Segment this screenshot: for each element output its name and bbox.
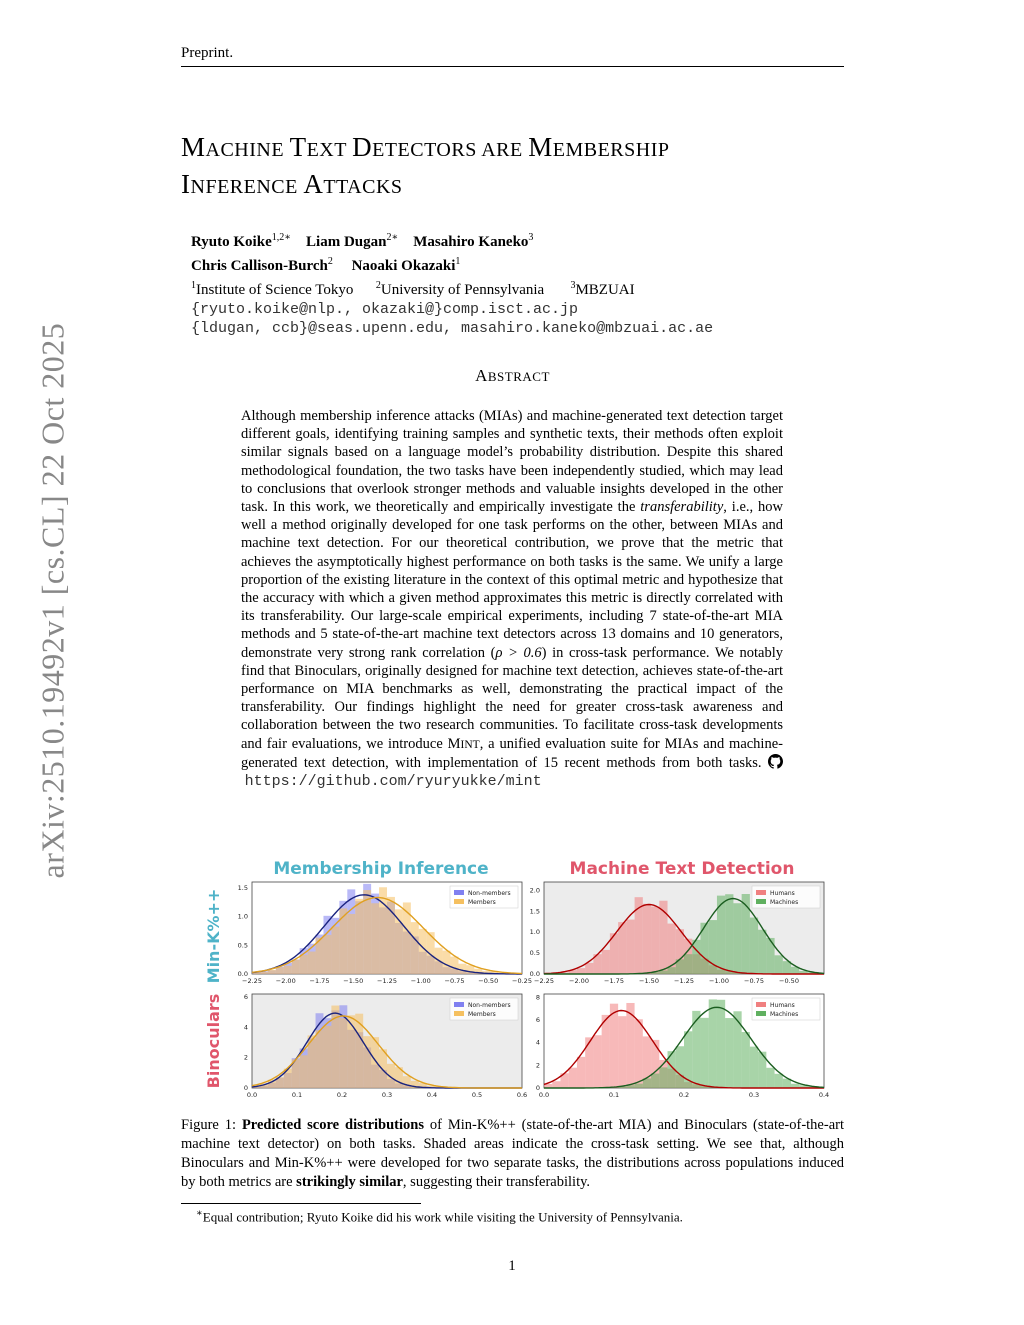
histogram-bar [626, 920, 634, 974]
y-tick-label: 0 [535, 1084, 540, 1092]
y-tick-label: 8 [535, 993, 540, 1002]
histogram-bar [692, 940, 700, 974]
histogram-bar [733, 903, 741, 974]
histogram-bar [387, 1064, 395, 1088]
author-row-1: Ryuto Koike$^{1,2∗}$ Liam Dugan$^{2∗}$ Masahiro Kaneko$^3$ [191, 232, 534, 250]
histogram-panel [244, 993, 527, 1099]
legend-label: Machines [770, 899, 799, 906]
histogram-bar [733, 1011, 741, 1088]
histogram-bar [339, 1018, 347, 1088]
histogram-bar [260, 972, 268, 974]
legend-swatch [756, 1011, 766, 1016]
x-tick-label: −1.75 [604, 977, 624, 985]
histogram-bar [451, 957, 459, 974]
histogram-bar [411, 922, 419, 974]
histogram-bar [717, 1000, 725, 1088]
x-tick-label: 0.2 [336, 1091, 348, 1099]
histogram-bar [458, 964, 466, 974]
histogram-bar [643, 904, 651, 974]
histogram-bar [775, 1074, 783, 1088]
histogram-bar [577, 1057, 585, 1088]
x-tick-label: 0.2 [678, 1091, 690, 1099]
x-tick-label: −0.75 [744, 977, 764, 985]
histogram-panel [530, 882, 824, 985]
abstract-body: Although membership inference attacks (MIAs) and machine-generated text detection target different goals, identifying training samples and synthetic texts, their methods often exploit similar signals based on a language model’s probability distribution. Despite this shared methodological foundation, the two tasks have been independently studied, which may lead to conclusions that overlook stronger methods and valuable insights developed in the other task. In this work, we theoretically and empirically investigate the transferability, i.e., how well a method originally developed for one task performs on the other, between MIAs and machine text detection. For our theoretical contribution, we prove that the metric that achieves the asymptotically highest performance on both tasks is the same. We unify a large proportion of the existing literature in the context of this optimal metric and hypothesize that the accuracy with which a given method approximates this metric is directly correlated with its transferability. Our large-scale empirical experiments, including 7 state-of-the-art MIA methods and 5 state-of-the-art machine text detectors across 13 domains and 10 generators, demonstrate very strong rank correlation (ρ > 0.6) in cross-task performance. We notably find that Binoculars, originally designed for machine text detection, achieves state-of-the-art performance on MIA benchmarks as well, demonstrating the practical impact of the transferability. Our findings highlight the need for greater cross-task awareness and collaboration between the two research communities. To facilitate cross-task developments and fair evaluations, we introduce MINT, a unified evaluation suite for MIAs and machine-generated text detection, with implementation of 15 recent methods from both tasks. https://github.com/ryuryukke/mint [241, 408, 784, 791]
title-line-2: INFERENCE ATTACKS [181, 169, 403, 199]
y-tick-label: 0.5 [237, 941, 248, 950]
y-tick-label: 1.5 [237, 883, 248, 892]
affiliations: $^1$Institute of Science Tokyo $^2$University of Pennsylvania $^3$MBZUAI [191, 280, 635, 298]
footnote: ∗Equal contribution; Ryuto Koike did his work while visiting the University of Pennsylvania. [196, 1208, 683, 1225]
y-tick-label: 6 [243, 993, 248, 1002]
x-tick-label: 0.5 [471, 1091, 483, 1099]
author-name: Masahiro Kaneko [413, 234, 529, 250]
histogram-bar [775, 955, 783, 974]
histogram-bar [602, 1015, 610, 1088]
author-block [191, 228, 713, 338]
running-header: Preprint. [181, 45, 234, 61]
histogram-bar [750, 918, 758, 974]
histogram-bar [363, 890, 371, 974]
author-row-2: Chris Callison-Burch$^2$ Naoaki Okazaki$^1$ [191, 256, 461, 274]
histogram-bar [292, 960, 300, 974]
x-tick-label: 0.0 [538, 1091, 550, 1099]
x-tick-label: −0.25 [512, 977, 532, 985]
y-tick-label: 1.0 [237, 912, 248, 921]
histogram-bar [355, 899, 363, 974]
histogram-bar [419, 929, 427, 974]
histogram-bar [316, 1030, 324, 1088]
histogram-bar [569, 1068, 577, 1088]
histogram-bar [371, 903, 379, 974]
histogram-bar [585, 1037, 593, 1088]
email-line-1[interactable]: {ryuto.koike@nlp., okazaki@}comp.isct.ac.jp [191, 301, 579, 318]
histogram-bar [725, 1018, 733, 1088]
legend-label: Humans [770, 1002, 795, 1009]
legend-swatch [454, 1011, 464, 1016]
x-tick-label: −2.00 [275, 977, 296, 985]
histogram-bar [323, 935, 331, 974]
paper-title [181, 130, 844, 204]
x-tick-label: −0.75 [444, 977, 465, 985]
histogram-bar [577, 968, 585, 974]
x-tick-label: −0.50 [779, 977, 799, 985]
email-line-2[interactable]: {ldugan, ccb}@seas.upenn.edu, masahiro.kaneko@mbzuai.ac.ae [191, 320, 714, 337]
legend-label: Non-members [468, 1002, 511, 1009]
histogram-bar [651, 907, 659, 974]
x-tick-label: 0.3 [381, 1091, 393, 1099]
x-tick-label: −1.00 [709, 977, 729, 985]
x-tick-label: 0.0 [246, 1091, 258, 1099]
histogram-bar [668, 967, 676, 974]
mtd-title: Machine Text Detection [569, 859, 795, 879]
abstract-heading: ABSTRACT [475, 366, 550, 385]
histogram-bar [709, 999, 717, 1088]
x-tick-label: −2.00 [569, 977, 589, 985]
x-tick-label: −0.50 [478, 977, 499, 985]
y-tick-label: 0.5 [529, 949, 540, 958]
histogram-bar [684, 954, 692, 974]
histogram-bar [750, 1047, 758, 1088]
histogram-bar [552, 1081, 560, 1088]
histogram-bar [659, 1067, 667, 1088]
author-name: Liam Dugan [306, 234, 387, 250]
y-tick-label: 2.0 [529, 886, 540, 895]
histogram-bar [443, 951, 451, 974]
row-label-mink: Min-K%++ [204, 888, 223, 984]
histogram-bar [635, 1084, 643, 1088]
histogram-bar [635, 1019, 643, 1088]
histogram-bar [692, 1011, 700, 1088]
x-tick-label: −1.00 [410, 977, 431, 985]
histogram-bar [742, 1032, 750, 1088]
histogram-bar [676, 1046, 684, 1088]
histogram-bar [766, 1068, 774, 1088]
x-tick-label: −1.75 [309, 977, 330, 985]
histogram-bar [403, 902, 411, 974]
histogram-bar [602, 950, 610, 974]
histogram-bar [758, 930, 766, 974]
histogram-bar [585, 963, 593, 974]
y-tick-label: 6 [535, 1016, 540, 1025]
x-tick-label: 0.6 [516, 1091, 528, 1099]
legend-swatch [756, 890, 766, 895]
row-label-binoculars: Binoculars [204, 993, 223, 1089]
author-name: Chris Callison-Burch [191, 258, 328, 274]
header-rule [181, 66, 844, 67]
histogram-bar [300, 955, 308, 974]
legend-label: Members [468, 1011, 496, 1018]
legend-label: Non-members [468, 890, 511, 897]
legend-label: Machines [770, 1011, 799, 1018]
author-name: Naoaki Okazaki [351, 258, 456, 274]
histogram-bar [700, 1018, 708, 1088]
x-tick-label: −2.25 [534, 977, 554, 985]
y-tick-label: 2 [535, 1061, 540, 1070]
histogram-panel [536, 993, 829, 1099]
histogram-bar [618, 1016, 626, 1088]
histogram-bar [284, 966, 292, 974]
page-number: 1 [508, 1258, 516, 1274]
x-tick-label: −1.25 [674, 977, 694, 985]
figure-caption: Figure 1: Predicted score distributions of Min-K%++ (state-of-the-art MIA) and Binoculars (state-of-the-art machine text detector) on both tasks. Shaded areas indicate the cross-task setting. We see that, although Binoculars and Min-K%++ were developed for two separate tasks, the distributions across populations induced by both metrics are strikingly similar, suggesting their transferability. [181, 1117, 844, 1190]
histogram-bar [323, 1026, 331, 1088]
x-tick-label: −1.50 [639, 977, 659, 985]
histogram-bar [379, 1049, 387, 1088]
arxiv-stamp: arXiv:2510.19492v1 [cs.CL] 22 Oct 2025 [34, 322, 71, 879]
histogram-bar [593, 1035, 601, 1088]
footnote-rule [181, 1203, 421, 1204]
title-line-1: MACHINE TEXT DETECTORS ARE MEMBERSHIP [181, 132, 670, 162]
y-tick-label: 2 [243, 1053, 248, 1062]
x-tick-label: 0.4 [818, 1091, 830, 1099]
legend-swatch [756, 899, 766, 904]
y-tick-label: 0.0 [529, 970, 540, 978]
histogram-bar [725, 894, 733, 974]
histogram-bar [276, 967, 284, 974]
mia-title: Membership Inference [273, 859, 489, 879]
x-tick-label: 0.4 [426, 1091, 438, 1099]
y-tick-label: 0 [243, 1084, 248, 1092]
y-tick-label: 0.0 [237, 970, 248, 978]
x-tick-label: −1.50 [343, 977, 364, 985]
y-tick-label: 1.0 [529, 928, 540, 937]
y-tick-label: 4 [535, 1038, 540, 1047]
histogram-bar [347, 1015, 355, 1088]
legend-swatch [454, 899, 464, 904]
github-icon [768, 754, 783, 769]
legend-label: Humans [770, 890, 795, 897]
histogram-bar [651, 1074, 659, 1088]
figure-1 [196, 852, 836, 1112]
x-tick-label: 0.1 [291, 1091, 303, 1099]
histogram-bar [610, 1004, 618, 1088]
x-tick-label: −2.25 [242, 977, 262, 985]
repo-link[interactable]: https://github.com/ryuryukke/mint [244, 773, 542, 791]
y-tick-label: 1.5 [529, 907, 540, 916]
histogram-bar [300, 1055, 308, 1088]
legend-swatch [454, 890, 464, 895]
histogram-bar [331, 927, 339, 974]
x-tick-label: 0.3 [748, 1091, 760, 1099]
legend-swatch [756, 1002, 766, 1007]
x-tick-label: 0.1 [608, 1091, 620, 1099]
histogram-bar [308, 952, 316, 974]
author-name: Ryuto Koike [191, 234, 272, 250]
legend-label: Members [468, 899, 496, 906]
histogram-bar [618, 922, 626, 974]
histogram-bar [268, 970, 276, 974]
y-tick-label: 4 [243, 1023, 248, 1032]
histogram-bar [347, 914, 355, 974]
legend-swatch [454, 1002, 464, 1007]
histogram-panel [238, 882, 532, 985]
x-tick-label: −1.25 [377, 977, 397, 985]
